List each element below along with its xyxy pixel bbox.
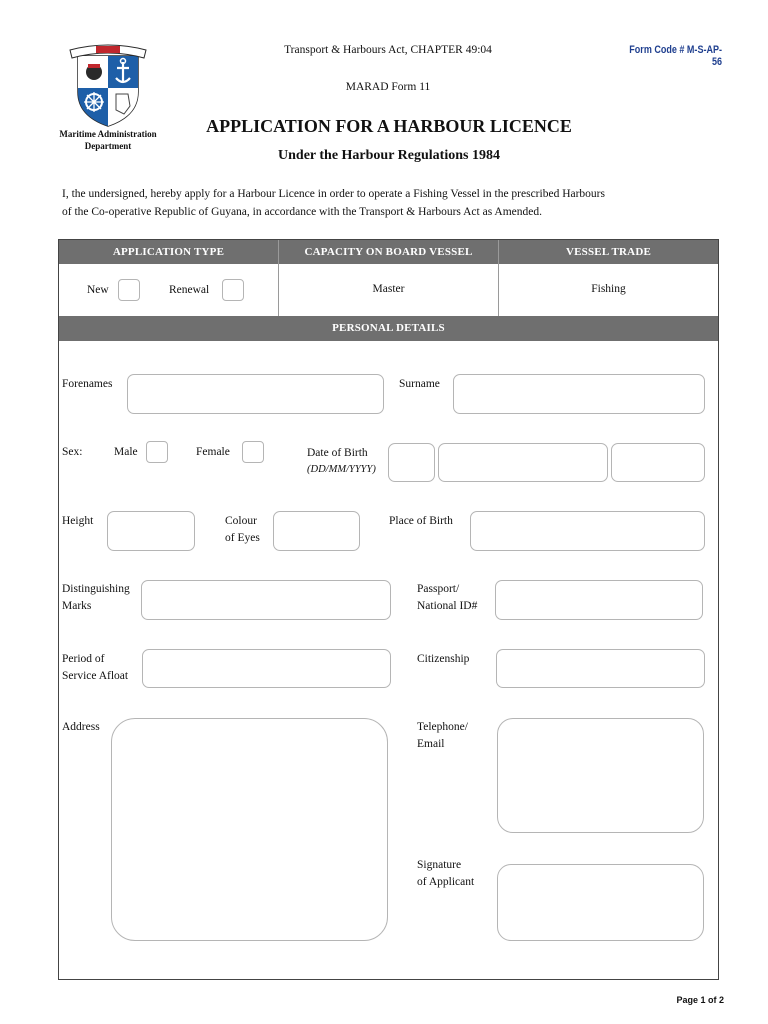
forenames-label: Forenames: [62, 378, 113, 390]
passport-label-line2: National ID#: [417, 600, 478, 612]
male-checkbox[interactable]: [146, 441, 168, 463]
header-application-type: APPLICATION TYPE: [59, 240, 278, 264]
place-of-birth-label: Place of Birth: [389, 515, 453, 527]
renewal-checkbox[interactable]: [222, 279, 244, 301]
colour-label-line2: of Eyes: [225, 532, 260, 544]
female-checkbox[interactable]: [242, 441, 264, 463]
surname-label: Surname: [399, 378, 440, 390]
logo-caption-line2: Department: [84, 141, 132, 151]
dob-label: Date of Birth: [307, 447, 368, 459]
passport-label: [417, 581, 477, 615]
colour-of-eyes-field[interactable]: [273, 511, 360, 551]
address-label: Address: [62, 721, 100, 733]
logo-caption-line1: Maritime Administration: [59, 129, 157, 139]
signature-label-line1: Signature: [417, 859, 462, 871]
distinguishing-label-line2: Marks: [62, 600, 92, 612]
page-title: APPLICATION FOR A HARBOUR LICENCE: [206, 116, 572, 136]
header-vessel-trade: VESSEL TRADE: [499, 240, 718, 264]
telephone-email-label: [417, 719, 468, 753]
sex-label: Sex:: [62, 446, 83, 458]
address-field[interactable]: [111, 718, 388, 941]
renewal-label: Renewal: [169, 284, 210, 296]
telephone-email-field[interactable]: [497, 718, 704, 833]
distinguishing-marks-label: [62, 581, 130, 615]
dob-day-field[interactable]: [388, 443, 435, 482]
new-label: New: [87, 284, 109, 296]
logo-caption: [44, 128, 172, 152]
marad-logo: [60, 42, 156, 130]
telephone-label-line1: Telephone/: [417, 721, 468, 733]
passport-label-line1: Passport/: [417, 583, 460, 595]
signature-label: [417, 857, 474, 891]
period-label-line2: Service Afloat: [62, 670, 129, 682]
header-personal-details: PERSONAL DETAILS: [59, 316, 718, 341]
capacity-value: Master: [372, 283, 405, 295]
act-reference: Transport & Harbours Act, CHAPTER 49:04: [284, 44, 492, 56]
page-number: Page 1 of 2: [676, 995, 724, 1005]
header-capacity: CAPACITY ON BOARD VESSEL: [279, 240, 498, 264]
male-label: Male: [114, 446, 138, 458]
trade-value: Fishing: [591, 283, 626, 295]
dob-year-field[interactable]: [611, 443, 705, 482]
distinguishing-label-line1: Distinguishing: [62, 583, 130, 595]
passport-field[interactable]: [495, 580, 703, 620]
signature-field[interactable]: [497, 864, 704, 941]
citizenship-field[interactable]: [496, 649, 705, 688]
dob-month-field[interactable]: [438, 443, 608, 482]
period-label-line1: Period of: [62, 653, 105, 665]
height-field[interactable]: [107, 511, 195, 551]
dob-format-hint: (DD/MM/YYYY): [307, 464, 376, 475]
intro-line-2: of the Co-operative Republic of Guyana, in accordance with the Transport & Harbours Act as Amended.: [62, 206, 543, 218]
signature-label-line2: of Applicant: [417, 876, 475, 888]
col-divider-2: [498, 240, 499, 316]
period-of-service-label: [62, 651, 128, 685]
female-label: Female: [196, 446, 230, 458]
surname-field[interactable]: [453, 374, 705, 414]
new-checkbox[interactable]: [118, 279, 140, 301]
place-of-birth-field[interactable]: [470, 511, 705, 551]
distinguishing-marks-field[interactable]: [141, 580, 391, 620]
col-divider-1: [278, 240, 279, 316]
period-of-service-field[interactable]: [142, 649, 391, 688]
page-subtitle: Under the Harbour Regulations 1984: [278, 148, 500, 163]
colour-label-line1: Colour: [225, 515, 257, 527]
height-label: Height: [62, 515, 94, 527]
form-number: MARAD Form 11: [345, 81, 431, 93]
intro-line-1: I, the undersigned, hereby apply for a Harbour Licence in order to operate a Fishing Vessel in the prescribed Harbours: [62, 188, 605, 200]
form-code: Form Code # M-S-AP-56: [629, 44, 722, 68]
colour-of-eyes-label: [225, 513, 260, 547]
forenames-field[interactable]: [127, 374, 384, 414]
citizenship-label: Citizenship: [417, 653, 470, 665]
telephone-label-line2: Email: [417, 738, 445, 750]
